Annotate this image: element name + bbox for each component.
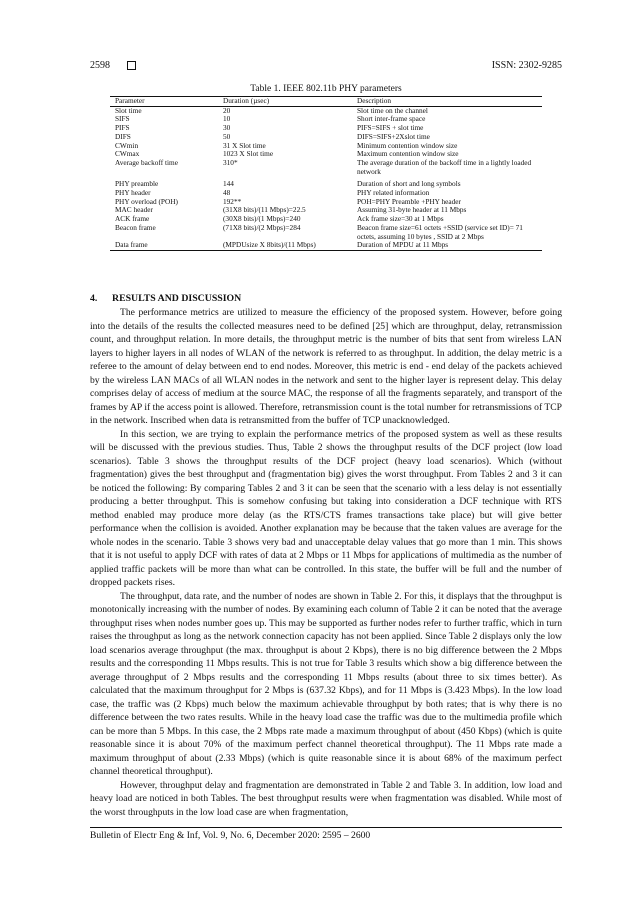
paragraph: However, throughput delay and fragmentation are demonstrated in Table 2 and Table 3. In addition, low load and heavy load are noticed in both Tables. The best throughput results were when fragmentation was disabled. While most of the worst throughputs in the low load case are when fragmentation,: [90, 779, 562, 818]
cell: Slot time on the channel: [357, 105, 428, 115]
cell: PHY header: [115, 188, 151, 198]
cell: Slot time: [115, 105, 142, 115]
footer-rule: [90, 827, 562, 828]
table-row: [110, 159, 542, 176]
section-number: 4.: [90, 293, 98, 304]
cell: MAC header: [115, 205, 153, 215]
cell: 48: [223, 188, 231, 198]
cell: PIFS: [115, 123, 130, 133]
cell: PIFS=SIFS + slot time: [357, 123, 424, 133]
page-number: 2598: [90, 60, 110, 71]
cell: ACK frame: [115, 214, 150, 224]
cell: The average duration of the backoff time in a lightly loaded network: [357, 157, 532, 176]
column-header: Parameter: [110, 97, 218, 107]
cell: PHY preamble: [115, 179, 159, 189]
cell: Average backoff time: [115, 157, 178, 167]
cell: Beacon frame size=61 octets +SSID (service set ID)= 71 octets, assuming 10 bytes , SSID at 2 Mbps: [357, 222, 523, 241]
cell: Duration of short and long symbols: [357, 179, 461, 189]
cell: Assuming 31-byte header at 11 Mbps: [357, 205, 467, 215]
column-header: Duration (µsec): [218, 97, 352, 107]
cell: 144: [223, 179, 234, 189]
paragraph: The throughput, data rate, and the number of nodes are shown in Table 2. For this, it displays that the throughput is monotonically increasing with the number of nodes. By examining each column of Table 2 it can be noted that the average throughput rises when nodes number goes up. This may be supported as further nodes refer to further traffic, which in turn raises the throughput as long as the network connection capacity has not been applied. Since Table 2 displays only the low load scenarios average throughput (the max. throughput is about 2 Kbps), there is no big difference between the 2 Mbps results and the corresponding 11 Mbps results. This is not true for Table 3 results which show a big difference between the average throughput of 2 Mbps results and the corresponding 11 Mbps results (about three to six times better). As calculated that the maximum throughput for 2 Mbps is (637.32 Kbps), and for 11 Mbps is (3.423 Mbps). In the low load case, the traffic was (2 Kbps) much below the maximum achievable throughput by both rates; that is why there is no difference between the two rates results. While in the heavy load case the traffic was due to the multimedia profile which can be more than 5 Mbps. In this case, the 2 Mbps rate made a maximum throughput of about (450 Kbps) (which is quite reasonable since it is about 70% of the maximum perfect channel theoretical throughput). The 11 Mbps rate made a maximum throughput of about (2.33 Mbps) (which is quite reasonable since it is about 68% of the maximum perfect channel theoretical throughput).: [90, 590, 562, 777]
cell: DIFS: [115, 131, 131, 141]
section-heading: [90, 293, 241, 304]
cell: Ack frame size=30 at 1 Mbps: [357, 214, 444, 224]
body-text: [90, 306, 562, 819]
table-row: [110, 224, 542, 241]
cell: (31X8 bits)/(11 Mbps)=22.5: [223, 205, 306, 215]
cell: 1023 X Slot time: [223, 149, 274, 159]
cell: 30: [223, 123, 231, 133]
cell: 10: [223, 114, 231, 124]
table-row: [110, 198, 542, 207]
cell: 20: [223, 105, 231, 115]
cell: 192**: [223, 196, 242, 206]
footer-citation: Bulletin of Electr Eng & Inf, Vol. 9, No. 6, December 2020: 2595 – 2600: [90, 830, 371, 841]
cell: Short inter-frame space: [357, 114, 426, 124]
cell: (30X8 bits)/(1 Mbps)=240: [223, 214, 301, 224]
cell: Data frame: [110, 241, 218, 250]
section-title: RESULTS AND DISCUSSION: [112, 293, 242, 304]
column-header: Description: [352, 97, 542, 107]
cell: 31 X Slot time: [223, 140, 266, 150]
cell: PHY related information: [357, 188, 430, 198]
table-row: [110, 124, 542, 133]
box-icon: [127, 61, 136, 70]
cell: Maximum contention window size: [357, 149, 459, 159]
cell: POH=PHY Preamble +PHY header: [357, 196, 461, 206]
paragraph: The performance metrics are utilized to measure the efficiency of the proposed system. However, before going into the details of the results the collected measures need to be defined [25] which are throughput, delay, retransmission count, and throughput relation. In more details, the throughput metric is the number of bits that sent from wireless LAN layers to higher layers in all nodes of WLAN of the network is referred to as throughput. In addition, the delay metric is a referee to the amount of delay between end to end nodes. Moreover, this metric is end - end delay of the packets achieved by the wireless LAN MACs of all WLAN nodes in the network and sent to the higher layer is represent delay. This delay comprises delay of access of medium at the source MAC, the response of all the fragments separately, and transport of the frames by AP if the access point is allowed. Therefore, retransmission count is the total number for retransmissions of TCP in the network. Inscribed when data is retransmitted from the buffer of TCP unacknowledged.: [90, 307, 562, 426]
cell: 310*: [223, 157, 238, 167]
cell: Minimum contention window size: [357, 140, 458, 150]
table-row: [110, 142, 542, 151]
cell: PHY overload (POH): [115, 196, 178, 206]
cell: (71X8 bits)/(2 Mbps)=284: [223, 222, 301, 232]
cell: Duration of MPDU at 11 Mbps: [352, 241, 542, 250]
table-row: [110, 241, 542, 250]
table-row: [110, 180, 542, 189]
paragraph: In this section, we are trying to explain the performance metrics of the proposed system as well as these results will be discussed with the previous studies. Thus, Table 2 shows the throughput results of the DCF project (low load scenarios). Table 3 shows the throughput results of the DCF project (heavy load scenarios). Which (without fragmentation) gives the best throughput and (fragmentation big) gives the worst throughput. From Tables 2 and 3 it can be noticed the following: By comparing Tables 2 and 3 it can be seen that the scenario with a less delay is not essentially producing a better throughput. This is somehow confusing but taking into consideration a DCF technique with RTS method enabled may produce more delay (as the RTS/CTS frames transactions take place) but will give better performance when the collision is avoided. Another explanation may be because that the taken values are average for the whole nodes in the scenario. Table 3 shows very bad and unacceptable delay values that go more than 1 min. This shows that it is not useful to apply DCF with rates of data at 2 Mbps or 11 Mbps for applications of multimedia as the number of applied traffic packets will be more than what can be controlled. In this state, the buffer will be full and the number of dropped packets rises.: [90, 428, 562, 588]
issn: ISSN: 2302-9285: [491, 60, 562, 71]
table-row: [110, 106, 542, 115]
cell: DIFS=SIFS+2Xslot time: [357, 131, 430, 141]
table-row: [110, 206, 542, 215]
page-header: [90, 60, 562, 74]
table-row: [110, 133, 542, 142]
cell: CWmin: [115, 140, 139, 150]
cell: CWmax: [115, 149, 140, 159]
cell: 50: [223, 131, 231, 141]
cell: Beacon frame: [115, 222, 156, 232]
table-caption: Table 1. IEEE 802.11b PHY parameters: [250, 84, 402, 94]
table-row: [110, 115, 542, 124]
table-header-row: [110, 97, 542, 107]
phy-parameters-table: [110, 96, 542, 251]
cell: (MPDUsize X 8bits)/(11 Mbps): [218, 241, 352, 250]
cell: SIFS: [115, 114, 130, 124]
